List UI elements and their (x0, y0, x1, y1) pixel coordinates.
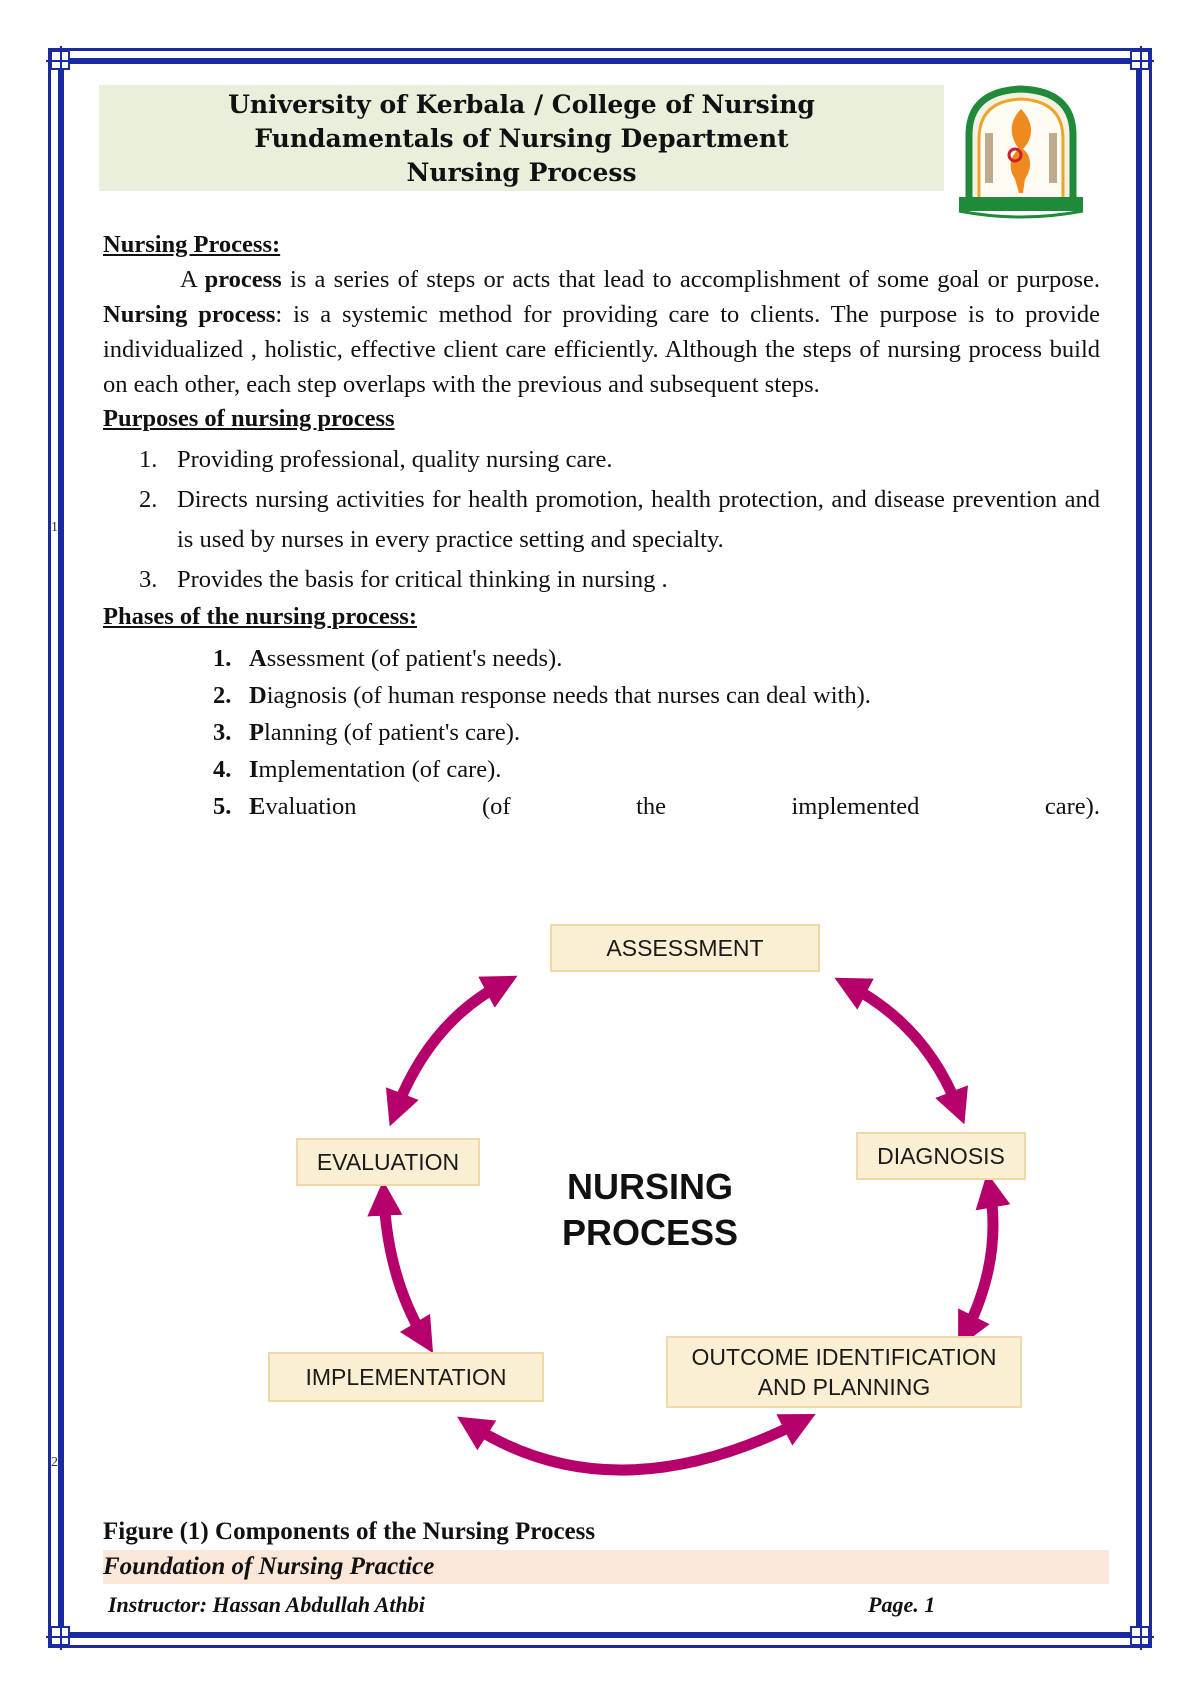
heading-phases: Phases of the nursing process: (103, 603, 417, 630)
heading-nursing-process: Nursing Process: (103, 231, 281, 258)
phases-list (103, 640, 1100, 825)
header-university: University of Kerbala / College of Nursing (228, 90, 815, 119)
stage-assessment: ASSESSMENT (550, 924, 820, 972)
list-item: 4. Implementation (of care). (213, 756, 502, 783)
margin-mark: 2 (51, 1455, 58, 1470)
intro-term-process: process (204, 266, 282, 293)
nursing-process-diagram (290, 918, 1110, 1518)
intro-paragraph (103, 262, 1100, 402)
document-body (103, 228, 1100, 825)
footer-instructor-line (108, 1592, 948, 1618)
intro-text-c: is a series of steps or acts that lead to accomplishment of some goal or purpose. (281, 266, 1101, 293)
header-department: Fundamentals of Nursing Department (254, 124, 789, 153)
list-item: 2. Diagnosis (of human response needs that nurses can deal with). (213, 682, 871, 709)
corner-ornament-bottom-right (1130, 1626, 1150, 1646)
list-item: 3. Provides the basis for critical thinking in nursing . (139, 566, 668, 593)
header-topic: Nursing Process (406, 158, 637, 187)
footer-course-band: Foundation of Nursing Practice (103, 1550, 1109, 1584)
stage-outcome-identification-planning: OUTCOME IDENTIFICATION AND PLANNING (666, 1336, 1022, 1408)
intro-text-e: : is a systemic method for providing care to clients. The purpose is to provide individualized , holistic, effective client care efficiently. Although the steps of nursing process build on each other, each step overlaps with the previous and subsequent steps. (103, 301, 1100, 398)
corner-ornament-top-left (50, 50, 70, 70)
stage-evaluation: EVALUATION (296, 1138, 480, 1186)
college-logo-icon (955, 83, 1087, 219)
arrow-evaluation-implementation (384, 1198, 424, 1338)
purposes-list (103, 440, 1100, 600)
arrow-implementation-planning (472, 1422, 800, 1470)
stage-implementation: IMPLEMENTATION (268, 1352, 544, 1402)
intro-text-a: A (180, 266, 205, 293)
arrow-diagnosis-planning (966, 1190, 993, 1332)
phase-evaluation-line: Evaluation (of the implemented care). (249, 793, 1100, 820)
list-item: 1. Providing professional, quality nursing care. (139, 446, 613, 473)
stage-diagnosis: DIAGNOSIS (856, 1132, 1026, 1180)
list-item: 2. Directs nursing activities for health promotion, health protection, and disease prevention and is used by nurses in every practice setting and specialty. (139, 486, 1100, 553)
corner-ornament-bottom-left (50, 1626, 70, 1646)
arrow-assessment-diagnosis (850, 986, 958, 1108)
figure-caption: Figure (1) Components of the Nursing Process (103, 1518, 596, 1545)
list-item: 1. Assessment (of patient's needs). (213, 645, 563, 672)
list-item: 5. Evaluation (of the implemented care). (103, 788, 1100, 825)
diagram-center-title: NURSING PROCESS (561, 1166, 739, 1253)
page-number: Page. 1 (868, 1592, 936, 1617)
heading-purposes: Purposes of nursing process (103, 405, 395, 432)
corner-ornament-top-right (1130, 50, 1150, 70)
footer-instructor: Instructor: Hassan Abdullah Athbi (108, 1592, 425, 1617)
document-header (99, 85, 944, 191)
margin-mark: 1 (51, 520, 58, 535)
arrow-assessment-evaluation (396, 984, 502, 1110)
intro-term-nursing-process: Nursing process (103, 301, 276, 328)
list-item: 3. Planning (of patient's care). (213, 719, 521, 746)
